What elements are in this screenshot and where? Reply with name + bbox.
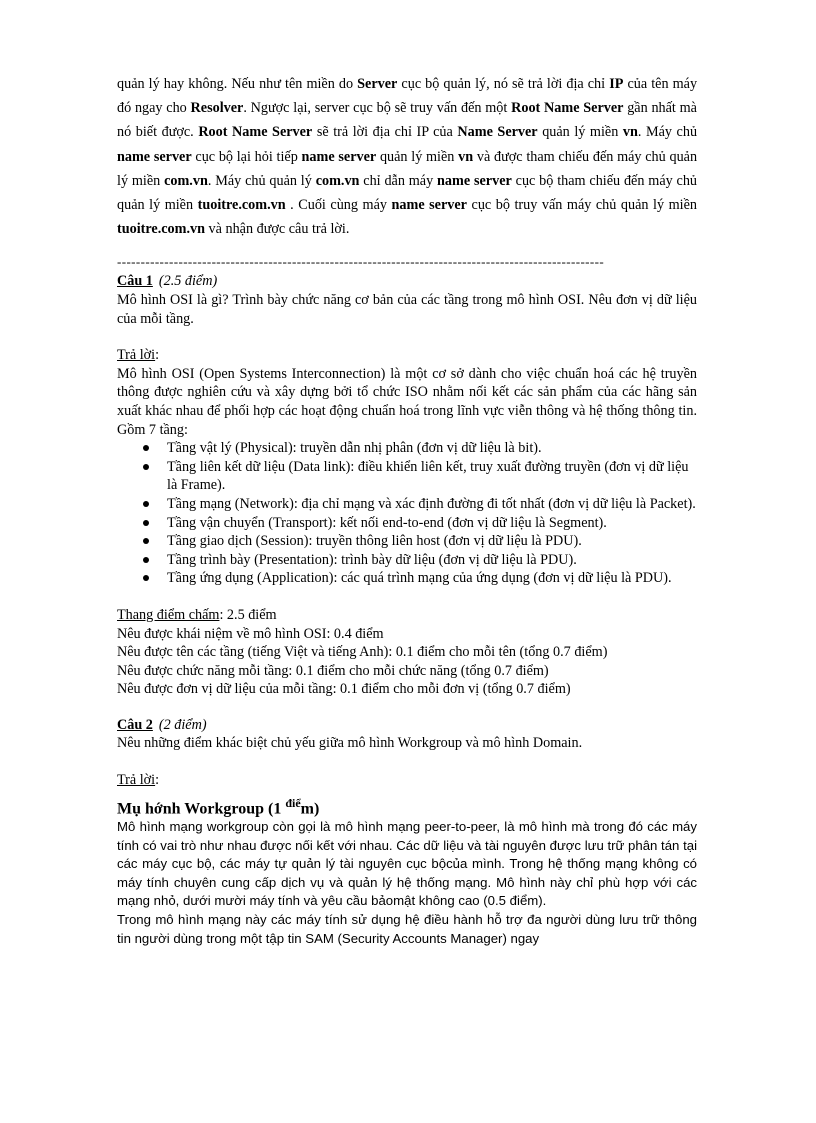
list-item: Tầng vận chuyển (Transport): kết nối end-to-end (đơn vị dữ liệu là Segment). bbox=[167, 514, 697, 533]
text-run: và được tham chiếu đến máy chủ quản lý miền bbox=[117, 148, 698, 189]
list-item: Tầng vật lý (Physical): truyền dẫn nhị phân (đơn vị dữ liệu là bit). bbox=[167, 439, 697, 458]
keyword-vn: vn bbox=[622, 124, 638, 141]
keyword-resolver: Resolver bbox=[190, 100, 244, 117]
question-points: (2.5 điểm) bbox=[158, 273, 218, 290]
question-1 bbox=[117, 272, 697, 698]
grading-line: Nêu được khái niệm về mô hình OSI: 0.4 điểm bbox=[117, 625, 384, 642]
keyword-name-server: name server bbox=[301, 148, 377, 165]
text-run: . Máy chủ quản lý bbox=[207, 172, 312, 189]
document-page bbox=[117, 72, 697, 948]
keyword-name-server: name server bbox=[437, 172, 512, 189]
answer-label bbox=[117, 771, 697, 790]
list-item: Tầng liên kết dữ liệu (Data link): điều khiển liên kết, truy xuất đường truyền (đơn vị dữ liệu là Frame). bbox=[167, 458, 697, 495]
question-number: Câu 1 bbox=[117, 273, 153, 290]
question-text: Mô hình OSI là gì? Trình bày chức năng cơ bản của các tầng trong mô hình OSI. Nêu đơn vị dữ liệu của mỗi tầng. bbox=[117, 292, 697, 327]
list-item: Tầng mạng (Network): địa chỉ mạng và xác định đường đi tốt nhất (đơn vị dữ liệu là Packet). bbox=[167, 495, 696, 512]
text-run: của tên máy đó ngay cho bbox=[117, 76, 698, 117]
text-run: . Cuối cùng máy bbox=[290, 197, 387, 214]
grading-line: Nêu được tên các tầng (tiếng Việt và tiếng Anh): 0.1 điểm cho mỗi tên (tổng 0.7 điểm) bbox=[117, 644, 608, 661]
keyword-server: Server bbox=[357, 76, 398, 92]
workgroup-paragraph-1: Mô hình mạng workgroup còn gọi là mô hình mạng peer-to-peer, là mô hình mà trong đó các máy tính có vai trò như nhau được nối kết với nhau. Các dữ liệu và tài nguyên được lưu trữ phân tán tại các máy cục bộ, các máy tự quản lý tài nguyên cục bộcủa mình. Trong hệ thống mạng không có máy tính chuyên cung cấp dịch vụ và quản lý hệ thống mạng. Mô hình này chỉ phù hợp với các mạng nhỏ, dưới mười máy tính và yêu cầu bảomật không cao (0.5 điểm). bbox=[117, 819, 697, 909]
text-run: . Ngược lại, server cục bộ sẽ truy vấn đến một bbox=[243, 100, 508, 117]
keyword-name-server: name server bbox=[391, 197, 467, 214]
keyword-name-server: Name Server bbox=[457, 124, 538, 141]
grading-total: : 2.5 điểm bbox=[219, 606, 277, 623]
heading-text: Mụ hớnh Workgroup (1 bbox=[117, 800, 282, 817]
list-item: Tầng trình bày (Presentation): trình bày dữ liệu (đơn vị dữ liệu là PDU). bbox=[167, 551, 697, 570]
dns-intro-paragraph bbox=[117, 72, 697, 241]
text-run: và nhận được câu trả lời. bbox=[208, 221, 350, 238]
list-item: Tầng ứng dụng (Application): các quá trình mạng của ứng dụng (đơn vị dữ liệu là PDU). bbox=[167, 569, 697, 588]
keyword-tuoitre: tuoitre.com.vn bbox=[117, 221, 205, 238]
text-run: chỉ dẫn máy bbox=[363, 172, 434, 189]
text-run: quản lý miền bbox=[379, 148, 455, 165]
osi-layer-list bbox=[117, 439, 697, 588]
list-item: Tầng giao dịch (Session): truyền thông liên host (đơn vị dữ liệu là PDU). bbox=[167, 532, 697, 551]
keyword-root-name-server: Root Name Server bbox=[198, 124, 313, 141]
grading-header bbox=[117, 606, 697, 625]
keyword-ip: IP bbox=[609, 76, 624, 92]
question-number: Câu 2 bbox=[117, 716, 153, 733]
answer-colon: : bbox=[155, 772, 160, 789]
heading-text-end: m) bbox=[300, 800, 320, 817]
keyword-name-server: name server bbox=[117, 148, 192, 165]
answer-label-text: Trả lời bbox=[117, 347, 156, 364]
keyword-root-name-server: Root Name Server bbox=[511, 100, 624, 117]
text-run: gần nhất mà nó biết được. bbox=[117, 100, 697, 141]
text-run: cục bộ truy vấn máy chủ quản lý miền bbox=[471, 197, 697, 214]
question-text: Nêu những điểm khác biệt chủ yếu giữa mô hình Workgroup và mô hình Domain. bbox=[117, 735, 583, 752]
question-points: (2 điểm) bbox=[158, 716, 207, 733]
workgroup-heading bbox=[117, 794, 697, 818]
section-separator: ------------------------------------------------------------------------------------------------------- bbox=[117, 254, 605, 270]
answer-colon: : bbox=[155, 347, 160, 364]
question-1-title bbox=[117, 272, 697, 291]
keyword-com-vn: com.vn bbox=[315, 172, 360, 189]
grading-line: Nêu được chức năng mỗi tầng: 0.1 điểm cho mỗi chức năng (tổng 0.7 điểm) bbox=[117, 662, 549, 679]
text-run: cục bộ tham chiếu đến máy chủ quản lý miền bbox=[117, 172, 698, 214]
heading-sup: điể bbox=[285, 795, 301, 810]
question-2 bbox=[117, 716, 697, 948]
grading-line: Nêu được đơn vị dữ liệu của mỗi tầng: 0.1 điểm cho mỗi đơn vị (tổng 0.7 điểm) bbox=[117, 681, 571, 698]
text-run: quản lý miền bbox=[542, 124, 619, 141]
text-run: quản lý hay không. Nếu như tên miền do bbox=[117, 76, 354, 92]
workgroup-paragraph-2: Trong mô hình mạng này các máy tính sử dụng hệ điều hành hỗ trợ đa người dùng lưu trữ thông tin người dùng trong một tập tin SAM (Security Accounts Manager) ngay bbox=[117, 911, 697, 946]
question-2-title bbox=[117, 716, 697, 735]
answer-text: Mô hình OSI (Open Systems Interconnection) là một cơ sở dành cho việc chuẩn hoá các hệ truyền thông được nghiên cứu và xây dựng bởi tổ chức ISO nhằm nối kết các sản phẩm của các hãng sản xuất khác nhau để phối hợp các hoạt động chuẩn hoá trong lĩnh vực viễn thông và hệ thống thông tin. Gồm 7 tầng: bbox=[117, 365, 697, 438]
keyword-tuoitre: tuoitre.com.vn bbox=[197, 197, 286, 214]
text-run: sẽ trả lời địa chỉ IP của bbox=[316, 124, 453, 141]
text-run: . Máy chủ bbox=[637, 124, 698, 141]
keyword-com-vn: com.vn bbox=[164, 172, 208, 189]
text-run: cục bộ lại hỏi tiếp bbox=[195, 148, 298, 165]
keyword-vn: vn bbox=[458, 148, 474, 165]
answer-label bbox=[117, 346, 697, 365]
text-run: cục bộ quản lý, nó sẽ trả lời địa chỉ bbox=[401, 76, 606, 92]
answer-label-text: Trả lời bbox=[117, 772, 156, 789]
grading-label: Thang điểm chấm bbox=[117, 606, 220, 623]
